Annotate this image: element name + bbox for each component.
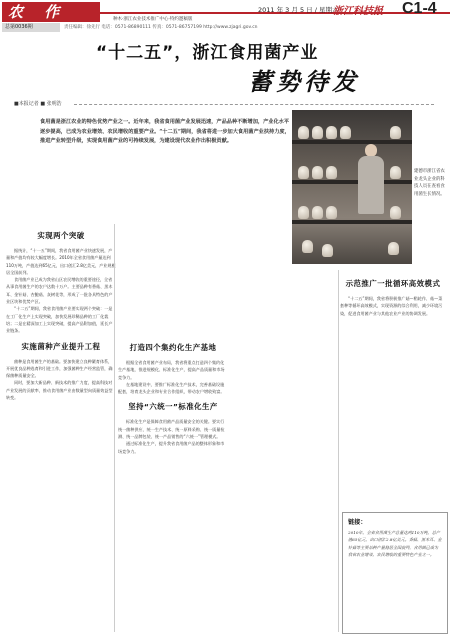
sidebar-body: 2010年，全省食用菌生产总量达到110万吨，总产值65亿元，出口创汇2.8亿美元。香菇、黑木耳、金针菇等主要品种产量稳居全国前列，食用菌已成为我省农业增效、农民增收的重要特色产业之一。 xyxy=(348,530,442,557)
body-paragraph: 通过标准化生产，提升我省食用菌产品的整体形象和市场竞争力。 xyxy=(118,441,225,454)
body-paragraph: 菌种是食用菌生产的基础。要加快建立良种繁育体系，开展优良品种选育和引进工作，加强菌种生产经营监管，确保菌种质量安全。 xyxy=(6,358,113,379)
mushroom-bag xyxy=(340,126,351,139)
mushroom-bag xyxy=(388,242,399,255)
body-paragraph: 食用菌产业已成为我省山区农民增收的重要途径，全省从事食用菌生产的农户达数十万户。主要品种有香菇、黑木耳、金针菇、杏鲍菇、灰树花等，形成了一批各具特色的产业区块和优势产区。 xyxy=(6,277,113,305)
mushroom-bag xyxy=(326,206,337,219)
photo-shelf xyxy=(292,180,412,184)
mushroom-bag xyxy=(390,126,401,139)
subhead: 蓄势待发 xyxy=(248,67,360,96)
body-paragraph: 同时，要加大新品种、新技术的推广力度，提高科技对产业发展的贡献率，推动食用菌产业由数量型向质量效益型转变。 xyxy=(6,380,113,401)
mushroom-bag xyxy=(322,244,333,257)
mushroom-bag xyxy=(390,166,401,179)
editor-contact: 责任编辑：徐先行 电话：0571-86890111 传真：0571-86757199 http://www.zjagri.gov.cn xyxy=(64,25,258,30)
mushroom-bag xyxy=(298,166,309,179)
column-1 xyxy=(6,224,116,634)
link-sidebar xyxy=(342,512,448,634)
body-paragraph: “十二五”期间，我省食用菌产业要实现两个突破：一是在工厂化生产上实现突破，加快发展珍稀品种的工厂化栽培；二是在精深加工上实现突破，提高产品附加值，延长产业链条。 xyxy=(6,306,113,334)
issue-date: 2011 年 3 月 5 日 / 星期六 xyxy=(258,6,339,14)
issue-number: 总第0036期 xyxy=(2,23,60,32)
body-paragraph: 据统计，“十一五”期间，我省食用菌产业快速发展，产量和产值均有较大幅度增长。2010年全省食用菌产量达到110万吨，产值达到65亿元，出口创汇2.8亿美元，产业规模居全国前列。 xyxy=(6,248,116,275)
worker-body xyxy=(358,156,384,214)
meta-bar xyxy=(2,23,448,32)
column-divider xyxy=(338,270,339,632)
section-title: 坚持“六统一”标准化生产 xyxy=(128,402,218,412)
mushroom-bag xyxy=(298,126,309,139)
headline: “十二五”，浙江食用菌产业 xyxy=(96,43,319,63)
page-code: C1-4 xyxy=(402,0,437,17)
mushroom-bag xyxy=(326,166,337,179)
column-divider xyxy=(114,224,115,632)
mushroom-bag xyxy=(312,206,323,219)
byline-row xyxy=(14,100,436,108)
photo-caption: 建德市浙江省农业龙头企业的科技人员在查看食用菌生长情况。 xyxy=(414,169,445,197)
mushroom-bag xyxy=(302,240,313,253)
photo-shelf xyxy=(292,140,412,144)
byline-rule xyxy=(74,104,434,105)
mushroom-bag xyxy=(298,206,309,219)
masthead-kicker: 种木·浙江农业技术推广中心·特约邀稿版 xyxy=(113,17,193,22)
body-paragraph: 在基地建设中，要推广标准化生产技术，完善基础设施配套，培育龙头企业和专业合作组织，带动农户增收致富。 xyxy=(118,381,225,395)
paper-name: 浙江科技报 xyxy=(333,6,383,17)
sidebar-title: 链接： xyxy=(348,519,367,526)
byline: ■本报记者 ■ 张明浩 xyxy=(14,101,62,107)
mushroom-bag xyxy=(326,126,337,139)
mushroom-bag xyxy=(312,166,323,179)
section-title: 实现两个突破 xyxy=(37,231,85,240)
worker-figure xyxy=(358,144,384,214)
column-2 xyxy=(118,336,228,640)
body-paragraph: 标准化生产是保障食用菌产品质量安全的关键。要实行统一菌种供应、统一生产技术、统一原料采购、统一质量检测、统一品牌包装、统一产品销售的“六统一”管理模式。 xyxy=(118,419,225,440)
mushroom-bag xyxy=(312,126,323,139)
body-paragraph: “十二五”期间，我省将积极推广菇—稻轮作、菇—菜套种等循环高效模式，实现资源的综合利用，减少环境污染，促进食用菌产业与其他农业产业的协调发展。 xyxy=(340,296,443,316)
body-paragraph: 根据全省食用菌产业布局，我省将重点打造四个集约化生产基地，推进规模化、标准化生产，提高产品质量和市场竞争力。 xyxy=(118,360,225,380)
masthead xyxy=(0,0,450,32)
section-title: 实施菌种产业提升工程 xyxy=(21,341,101,351)
section-title: 打造四个集约化生产基地 xyxy=(129,343,217,352)
section-title: 示范推广一批循环高效模式 xyxy=(345,279,441,288)
lead-paragraph: 食用菌是浙江农业的特色优势产业之一。近年来，我省食用菌产业发展迅速，产品品种不断增加，产业化水平逐步提高，已成为农业增效、农民增收的重要产业。“十二五”期间，我省将进一步加大食用菌产业扶持力度，推进产业转型升级，实现食用菌产业的可持续发展，为建设现代农业作出积极贡献。 xyxy=(40,119,290,145)
photo-shelf xyxy=(292,220,412,224)
section-badge: 农 作 xyxy=(2,2,100,22)
mushroom-bag xyxy=(390,206,401,219)
title-block xyxy=(0,36,450,96)
mushroom-greenhouse-photo xyxy=(292,110,412,264)
column-4 xyxy=(340,272,446,430)
